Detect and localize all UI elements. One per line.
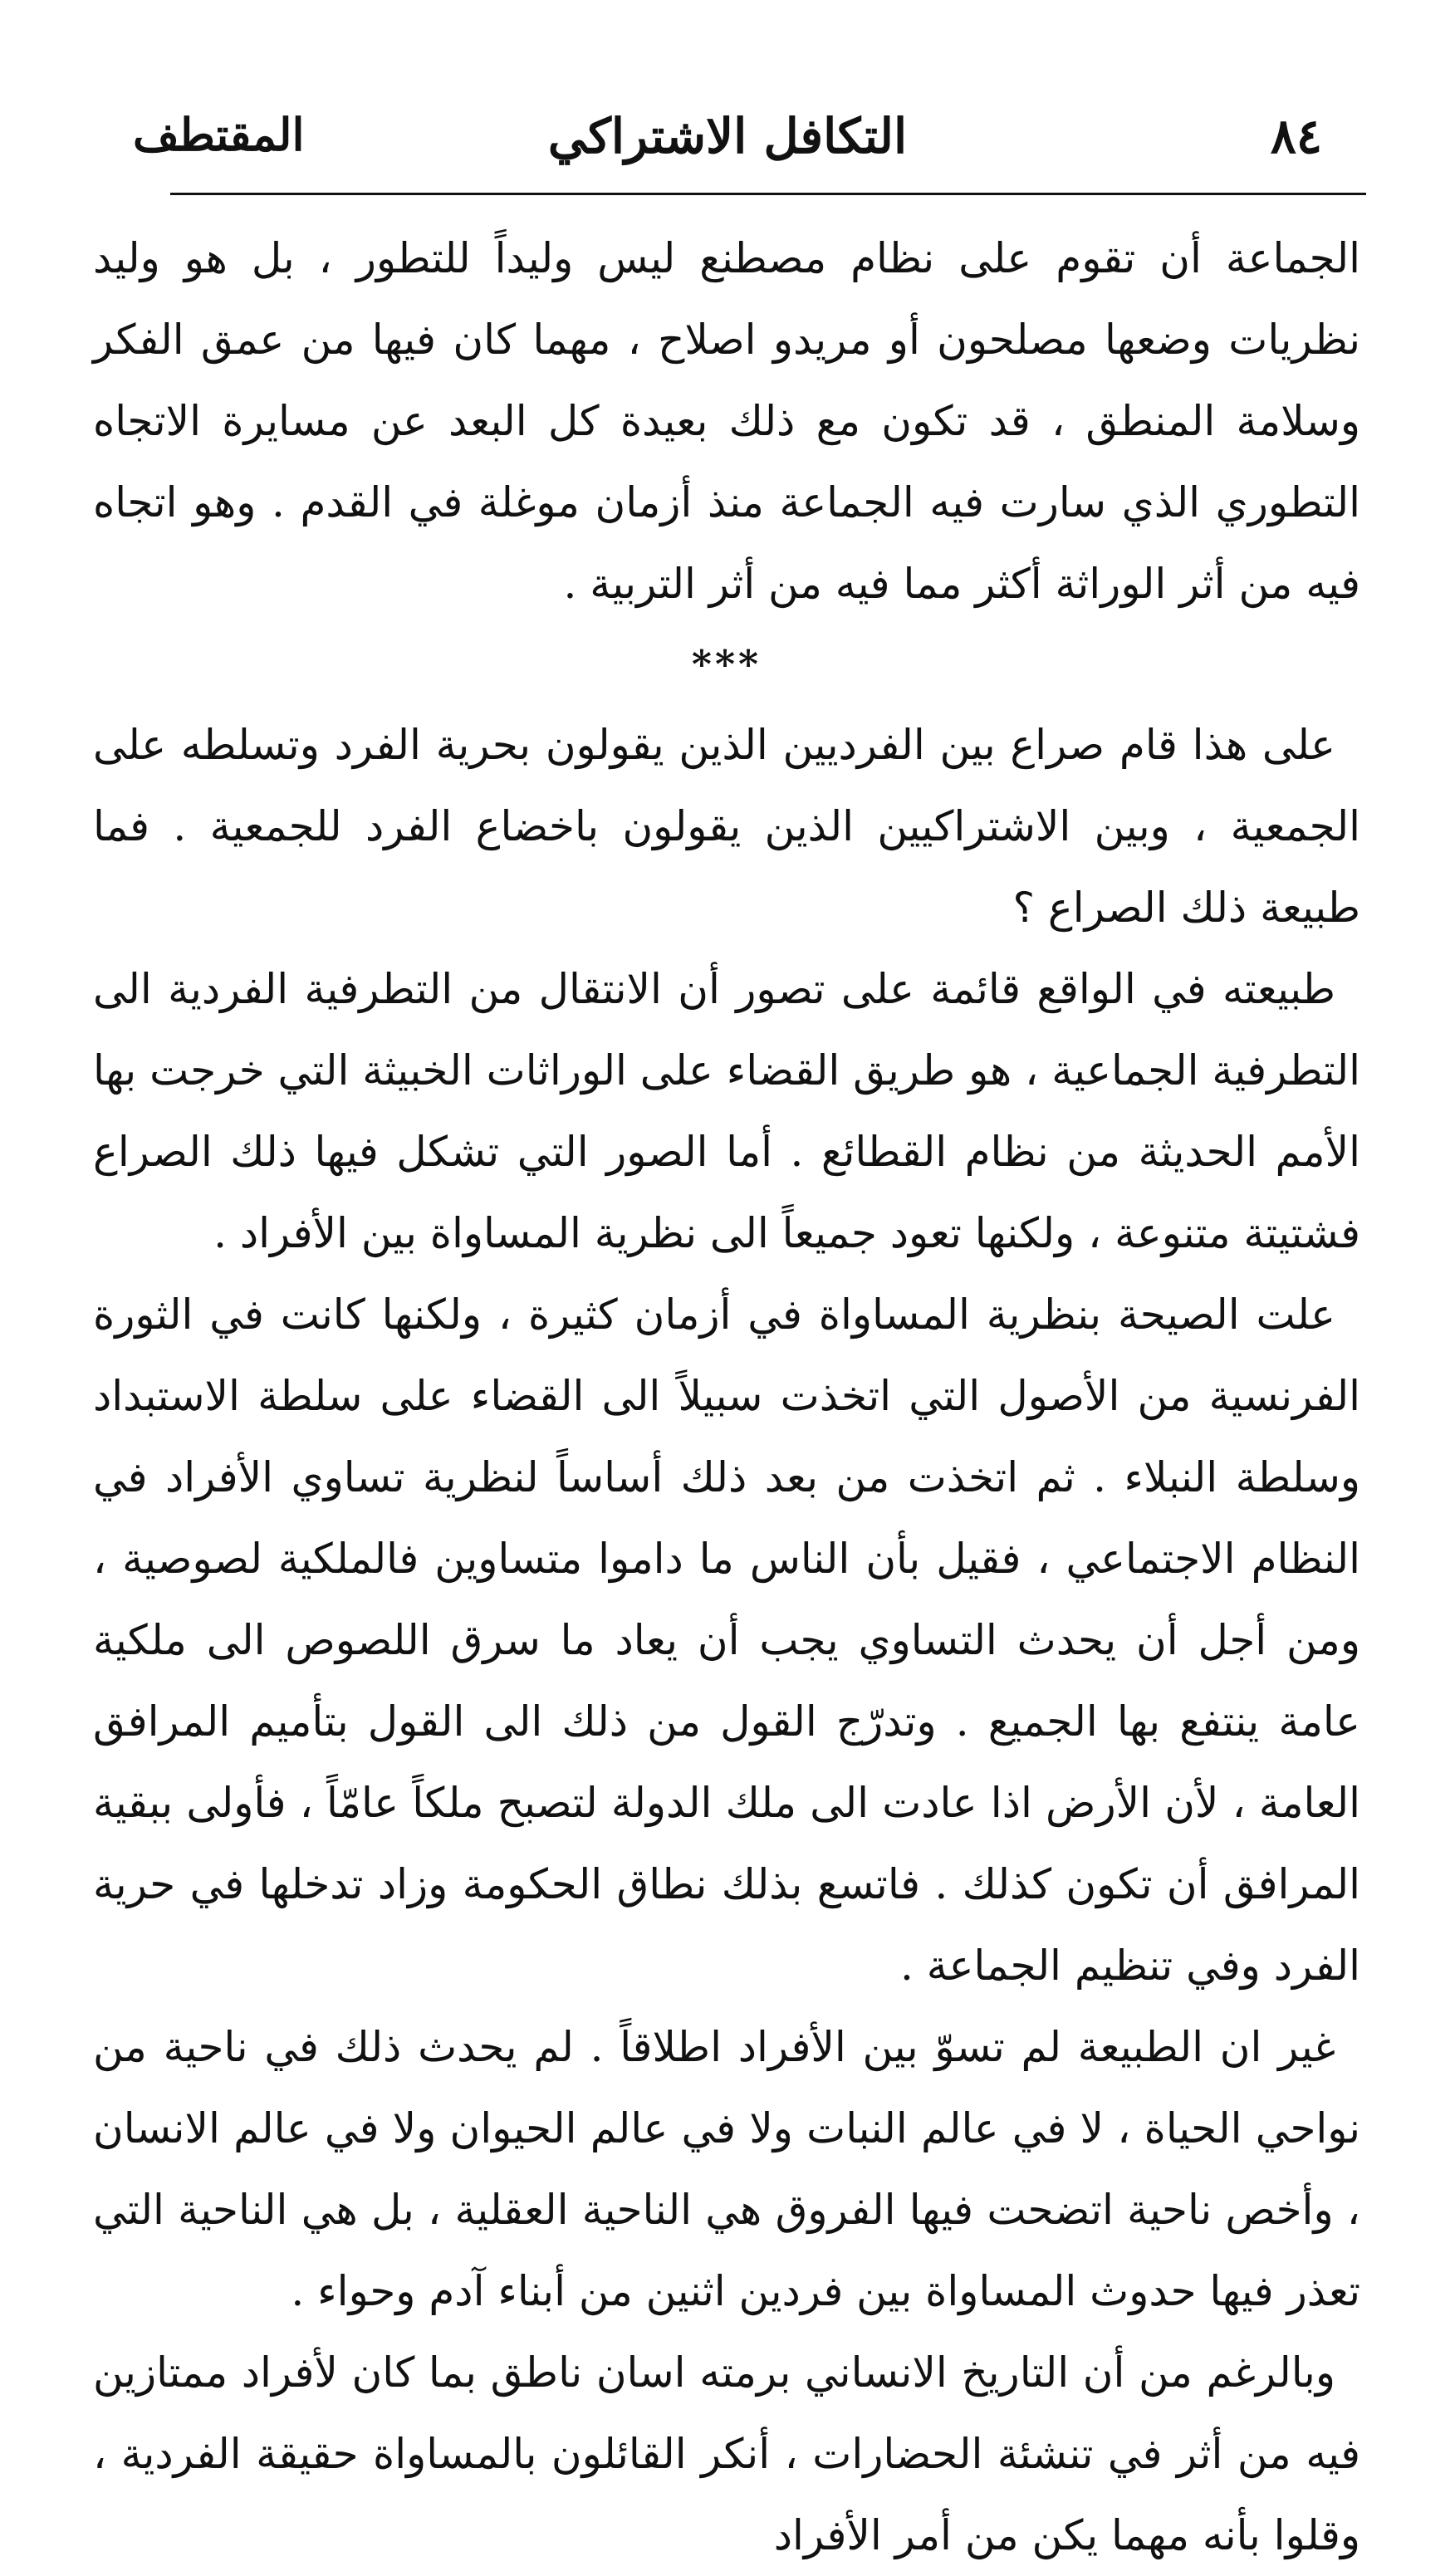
- paragraph: وبالرغم من أن التاريخ الانساني برمته اسان ناطق بما كان لأفراد ممتازين فيه من أثر في تنشئة الحضارات ، أنكر القائلون بالمساواة حقيقة الفردية ، وقلوا بأنه مهما يكن من أمر الأفراد: [93, 2348, 1360, 2559]
- section-separator: ***: [691, 642, 762, 687]
- paragraph: على هذا قام صراع بين الفرديين الذين يقولون بحرية الفرد وتسلطه على الجمعية ، وبين الاشتراكيين الذين يقولون باخضاع الفرد للجمعية . فما طبيعة ذلك الصراع ؟: [93, 721, 1360, 932]
- header-rule: [170, 193, 1366, 195]
- running-title: التكافل الاشتراكي: [547, 108, 908, 164]
- paragraph: غير ان الطبيعة لم تسوّ بين الأفراد اطلاقاً . لم يحدث ذلك في ناحية من نواحي الحياة ، لا في عالم النبات ولا في عالم الحيوان ولا في عالم الانسان ، وأخص ناحية اتضحت فيها الفروق هي الناحية العقلية ، بل هي الناحية التي تعذر فيها حدوث المساواة بين فردين اثنين من أبناء آدم وحواء .: [93, 2023, 1360, 2315]
- running-header: [125, 108, 1330, 183]
- paragraph: طبيعته في الواقع قائمة على تصور أن الانتقال من التطرفية الفردية الى التطرفية الجماعية ، هو طريق القضاء على الوراثات الخبيثة التي خرجت بها الأمم الحديثة من نظام القطائع . أما الصور التي تشكل فيها ذلك الصراع فشتيتة متنوعة ، ولكنها تعود جميعاً الى نظرية المساواة بين الأفراد .: [93, 965, 1360, 1257]
- page-number: ٨٤: [1270, 108, 1322, 164]
- paragraph: علت الصيحة بنظرية المساواة في أزمان كثيرة ، ولكنها كانت في الثورة الفرنسية من الأصول التي اتخذت سبيلاً الى القضاء على سلطة الاستبداد وسلطة النبلاء . ثم اتخذت من بعد ذلك أساساً لنظرية تساوي الأفراد في النظام الاجتماعي ، فقيل بأن الناس ما داموا متساوين فالملكية لصوصية ، ومن أجل أن يحدث التساوي يجب أن يعاد ما سرق اللصوص الى ملكية عامة ينتفع بها الجميع . وتدرّج القول من ذلك الى القول بتأميم المرافق العامة ، لأن الأرض اذا عادت الى ملك الدولة لتصبح ملكاً عامّاً ، فأولى ببقية المرافق أن تكون كذلك . فاتسع بذلك نطاق الحكومة وزاد تدخلها في حرية الفرد وفي تنظيم الجماعة .: [93, 1290, 1360, 1990]
- journal-name: المقتطف: [133, 108, 305, 161]
- body-text: [93, 218, 1360, 2576]
- paragraph: الجماعة أن تقوم على نظام مصطنع ليس وليداً للتطور ، بل هو وليد نظريات وضعها مصلحون أو مريدو اصلاح ، مهما كان فيها من عمق الفكر وسلامة المنطق ، قد تكون مع ذلك بعيدة كل البعد عن مسايرة الاتجاه التطوري الذي سارت فيه الجماعة منذ أزمان موغلة في القدم . وهو اتجاه فيه من أثر الوراثة أكثر مما فيه من أثر التربية .: [93, 234, 1360, 608]
